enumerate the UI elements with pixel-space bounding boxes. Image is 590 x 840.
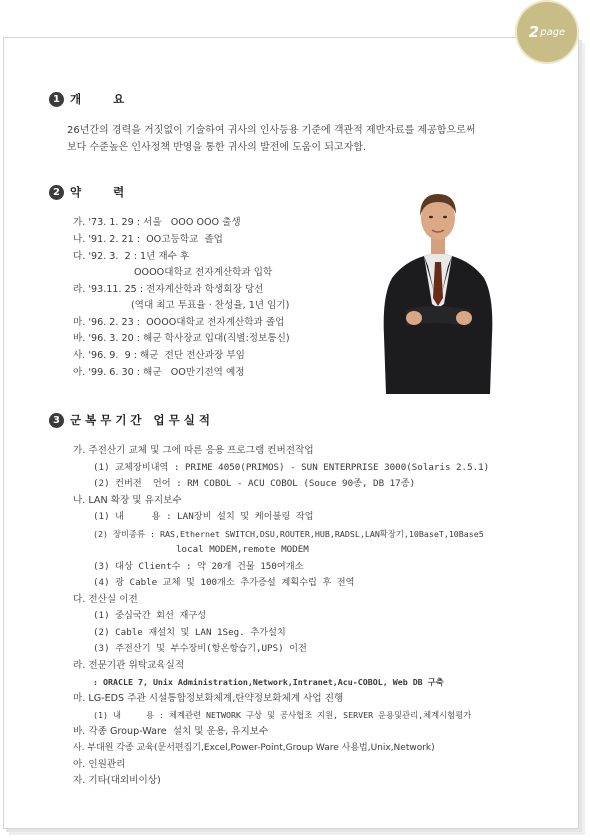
overview-line: 26년간의 경력을 거짓없이 기술하여 귀사의 인사등용 기준에 객관적 제반자료를 제공함으로써 [67,125,476,136]
work-item: 라. 전문기관 위탁교육실적 [73,660,185,671]
page-number: 2 [528,23,540,41]
work-item: 다. 전산실 이전 [73,594,138,605]
work-subitem: (3) 대상 Client수 : 약 20개 건물 150여개소 [93,561,304,572]
work-subitem: (1) 중심국간 회선 재구성 [93,610,207,621]
section-1-heading [49,91,138,107]
work-subitem: (2) 컨버전 언어 : RM COBOL - ACU COBOL (Souce 90종, DB 17종) [93,478,416,489]
page-badge [517,2,577,62]
section-number-badge: 2 [49,185,64,200]
portrait-photo [378,186,498,394]
section-number-badge: 1 [49,92,64,107]
section-3-heading [49,412,214,428]
history-item: 나. '91. 2. 21 : OO고등학교 졸업 [73,234,223,245]
overview-line: 보다 수준높은 인사정책 반영을 통한 귀사의 발전에 도움이 되고자함. [67,142,367,153]
work-subitem: local MODEM,remote MODEM [176,544,309,555]
overview-paragraph [67,122,537,156]
work-item: 아. 인원관리 [73,759,126,770]
work-subitem: (2) Cable 재설치 및 LAN 1Seg. 추가설치 [93,627,286,638]
section-3-title: 군복무기간 업무실적 [70,413,214,427]
history-item: 다. '92. 3. 2 : 1년 재수 후 [73,251,190,262]
work-item: 나. LAN 확장 및 유지보수 [73,495,182,506]
page-word: page [540,26,566,38]
history-item: 바. '96. 3. 20 : 해군 학사장교 입대(직별:정보통신) [73,333,290,344]
history-item: 라. '93.11. 25 : 전자계산학과 학생회장 당선 [73,284,264,295]
work-item: 사. 부대원 각종 교육(문서편집기,Excel,Power-Point,Group Ware 사용법,Unix,Network) [73,743,435,753]
work-subitem: : ORACLE 7, Unix Administration,Network,Intranet,Acu-COBOL, Web DB 구축 [93,677,444,687]
section-1-title: 개 요 [70,92,139,106]
work-subitem: (1) 내 용 : 체계관련 NETWORK 구상 및 공사협조 지원, SERVER 운용및관리,체계시험평가 [93,710,472,720]
work-subitem: (1) 내 용 : LAN장비 설치 및 케이블링 작업 [93,511,314,522]
history-item: 마. '96. 2. 23 : OOOO대학교 전자계산학과 졸업 [73,317,285,328]
work-subitem: (4) 광 Cable 교체 및 100개소 추가증설 계획수립 후 전역 [93,577,355,588]
history-item: (역대 최고 투표율 · 찬성율, 1년 임기) [73,300,290,311]
history-item: OOOO대학교 전자계산학과 입학 [73,267,273,278]
work-subitem: (2) 장비종류 : RAS,Ethernet SWITCH,DSU,ROUTER,HUB,RADSL,LAN확장기,10BaseT,10Base5 [93,529,484,539]
work-subitem: (3) 주전산기 및 부수장비(항온항습기,UPS) 이전 [93,643,307,654]
work-item: 마. LG-EDS 주관 시설통합정보화체계,탄약정보화체계 사업 진행 [73,693,344,704]
work-subitem: (1) 교체장비내역 : PRIME 4050(PRIMOS) - SUN ENTERPRISE 3000(Solaris 2.5.1) [93,462,490,473]
history-item: 가. '73. 1. 29 : 서울 OOO OOO 출생 [73,217,241,228]
section-2-title: 약 력 [70,185,139,199]
work-item: 바. 각종 Group-Ware 설치 및 운용, 유지보수 [73,726,269,737]
section-2-heading [49,184,138,200]
history-item: 아. '99. 6. 30 : 해군 OO만기전역 예정 [73,367,245,378]
work-item: 자. 기타(대외비이상) [73,775,161,786]
history-item: 사. '96. 9. 9 : 해군 전단 전산과장 부임 [73,350,245,361]
work-item: 가. 주전산기 교체 및 그에 따른 응용 프로그램 컨버전작업 [73,445,314,456]
section-number-badge: 3 [49,413,64,428]
